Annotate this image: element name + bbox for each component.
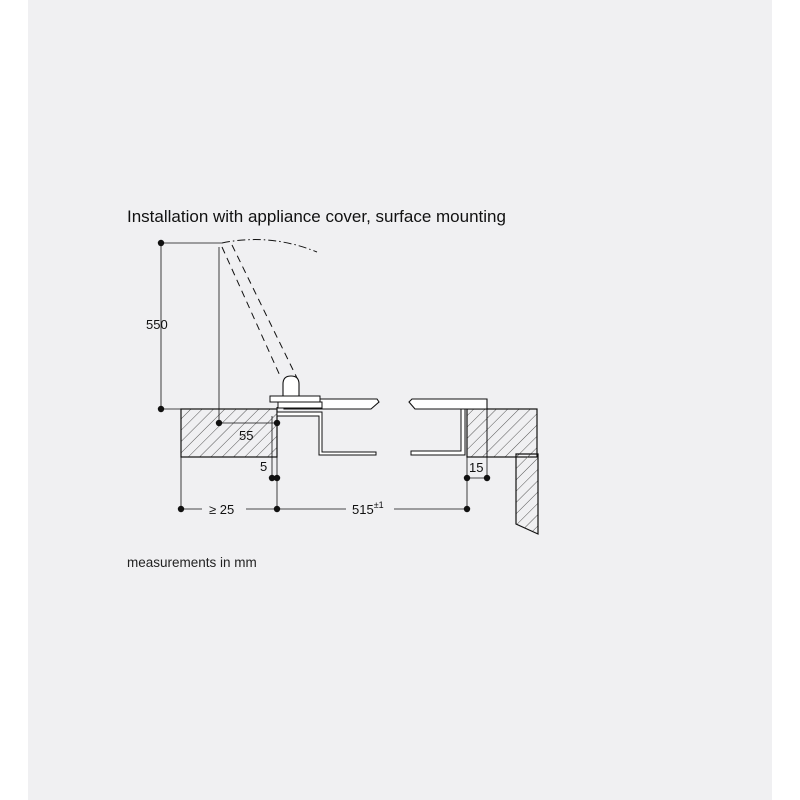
hinge-base: [278, 402, 322, 408]
measurement-note: measurements in mm: [127, 555, 257, 570]
diagram-title: Installation with appliance cover, surface mounting: [127, 207, 506, 226]
dim-5-label: 5: [260, 459, 268, 474]
dim-55-dot-right: [274, 420, 280, 426]
dim-15-dot-left: [464, 475, 470, 481]
dim-515-label: [352, 500, 384, 517]
cover-swing-arc: [222, 240, 317, 252]
dim-5-dot-right: [274, 475, 280, 481]
hob-frame-left: [277, 412, 376, 455]
dim-25-dot-right: [274, 506, 280, 512]
dim-25-dot-left: [178, 506, 184, 512]
worktop-right: [467, 409, 537, 457]
dim-15-dot-right: [484, 475, 490, 481]
hob-frame-right: [411, 409, 465, 455]
dim-55-label: 55: [239, 428, 254, 443]
dim-515-dot-right: [464, 506, 470, 512]
cover-hinge: [283, 376, 299, 396]
hob-glass-right: [409, 399, 487, 409]
dim-550-dot-bottom: [158, 406, 164, 412]
dim-55-dot-left: [216, 420, 222, 426]
cover-open-edge-1: [222, 247, 281, 378]
dim-515-tolerance: ±1: [373, 500, 384, 510]
dim-550-label: 550: [146, 317, 168, 332]
cabinet-side-panel: [516, 454, 538, 534]
hinge-plate: [270, 396, 320, 402]
cover-open-edge-2: [232, 245, 297, 378]
dim-550-dot-top: [158, 240, 164, 246]
dim-15-label: 15: [469, 460, 484, 475]
dim-515-value: 515: [352, 502, 374, 517]
worktop-left: [181, 409, 277, 457]
dim-25-label: ≥ 25: [209, 502, 235, 517]
